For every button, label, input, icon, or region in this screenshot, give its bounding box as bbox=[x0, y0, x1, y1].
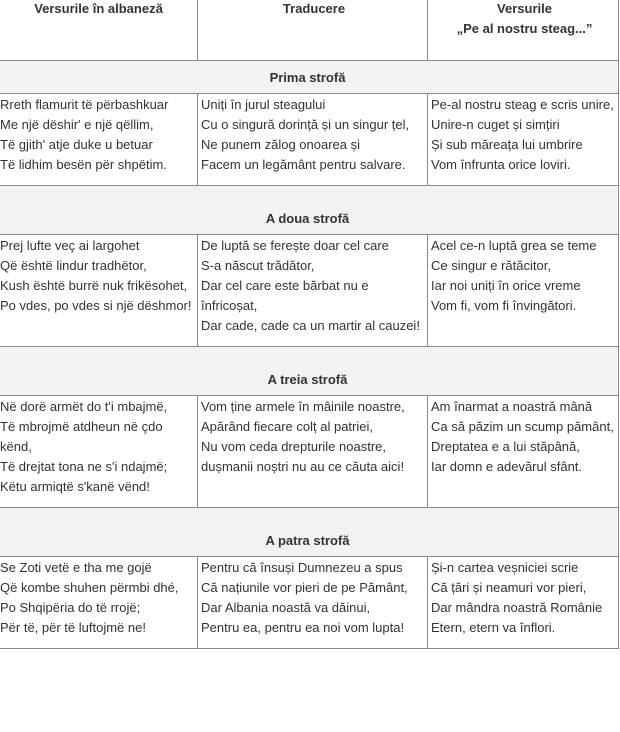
stanza-title: A treia strofă bbox=[0, 363, 619, 396]
verse-cell-romanian bbox=[428, 396, 619, 508]
verse-line: Acel ce-n luptă grea se teme bbox=[431, 238, 597, 253]
stanza-body bbox=[0, 61, 619, 649]
verse-line: Me një dëshir' e një qëllim, bbox=[0, 117, 154, 132]
verse-line: Të drejtat tona ne s'i ndajmë; bbox=[0, 459, 168, 474]
verse-cell-translation bbox=[198, 557, 428, 649]
verse-line: Kush është burrë nuk frikësohet, bbox=[0, 278, 188, 293]
verse-line: Cu o singură dorință și un singur țel, bbox=[201, 117, 410, 132]
verse-line: Iar domn e adevărul sfânt. bbox=[431, 459, 583, 474]
verse-line: Vom fi, vom fi învingători. bbox=[431, 298, 577, 313]
column-header-romanian-line2: „Pe al nostru steag...” bbox=[456, 21, 593, 36]
verse-line: S-a născut trădător, bbox=[201, 258, 315, 273]
stanza-spacer bbox=[0, 347, 619, 364]
verse-line: Pentru ea, pentru ea noi vom lupta! bbox=[201, 620, 405, 635]
verse-line: dușmanii noștri nu au ce căuta aici! bbox=[201, 459, 405, 474]
verse-line: Ne punem zălog onoarea și bbox=[201, 137, 360, 152]
verse-line: Și sub măreața lui umbrire bbox=[431, 137, 583, 152]
verse-line: Në dorë armët do t'i mbajmë, bbox=[0, 399, 168, 414]
column-header-albanian: Versurile în albaneză bbox=[0, 0, 198, 61]
verse-cell-romanian bbox=[428, 94, 619, 186]
verse-line: Dar mândra noastră Românie bbox=[431, 600, 603, 615]
verse-cell-translation bbox=[198, 94, 428, 186]
verse-line: Për të, për të luftojmë ne! bbox=[0, 620, 146, 635]
verse-cell-albanian bbox=[0, 557, 198, 649]
verse-cell-translation bbox=[198, 396, 428, 508]
verse-line: Unire-n cuget și simțiri bbox=[431, 117, 560, 132]
verse-line: Po vdes, po vdes si një dëshmor! bbox=[0, 298, 192, 313]
verse-cell-romanian bbox=[428, 557, 619, 649]
verse-line: Që kombe shuhen përmbi dhé, bbox=[0, 580, 179, 595]
verse-cell-romanian bbox=[428, 235, 619, 347]
verse-line: Dar Albania noastă va dăinui, bbox=[201, 600, 371, 615]
verse-line: Etern, etern va înflori. bbox=[431, 620, 556, 635]
verse-line: Këtu armiqtë s'kanë vënd! bbox=[0, 479, 150, 494]
stanza-title: A doua strofă bbox=[0, 202, 619, 235]
verse-line: Uniți în jurul steagului bbox=[201, 97, 326, 112]
column-header-romanian-line1: Versurile bbox=[497, 1, 552, 16]
stanza-verses-row bbox=[0, 94, 619, 186]
verse-line: Rreth flamurit të përbashkuar bbox=[0, 97, 169, 112]
verse-line: Prej lufte veç ai largohet bbox=[0, 238, 140, 253]
table-header-row bbox=[0, 0, 619, 61]
verse-cell-translation bbox=[198, 235, 428, 347]
verse-line: Të lidhim besën për shpëtim. bbox=[0, 157, 167, 172]
stanza-spacer bbox=[0, 186, 619, 203]
stanza-verses-row bbox=[0, 235, 619, 347]
stanza-title: Prima strofă bbox=[0, 61, 619, 94]
verse-line: Și-n cartea veșniciei scrie bbox=[431, 560, 579, 575]
verse-line: Vom înfrunta orice loviri. bbox=[431, 157, 571, 172]
verse-line: Pe-al nostru steag e scris unire, bbox=[431, 97, 614, 112]
verse-line: De luptă se ferește doar cel care bbox=[201, 238, 389, 253]
verse-line: Că națiunile vor pieri de pe Pământ, bbox=[201, 580, 408, 595]
verse-line: Facem un legământ pentru salvare. bbox=[201, 157, 406, 172]
verse-line: Ca să păzim un scump pământ, bbox=[431, 419, 614, 434]
stanza-title-row bbox=[0, 524, 619, 557]
verse-line: Că țări și neamuri vor pieri, bbox=[431, 580, 587, 595]
stanza-spacer bbox=[0, 508, 619, 525]
verse-cell-albanian bbox=[0, 235, 198, 347]
verse-line: Të gjith' atje duke u betuar bbox=[0, 137, 153, 152]
verse-line: Të mbrojmë atdheun në çdo kënd, bbox=[0, 419, 163, 454]
stanza-title-row bbox=[0, 363, 619, 396]
stanza-title: A patra strofă bbox=[0, 524, 619, 557]
stanza-title-row bbox=[0, 202, 619, 235]
verse-line: Se Zoti vetë e tha me gojë bbox=[0, 560, 152, 575]
verse-line: Dar cel care este bărbat nu e înfricoșat, bbox=[201, 278, 369, 313]
stanza-spacer-cell bbox=[0, 186, 619, 203]
column-header-romanian bbox=[428, 0, 619, 61]
verse-line: Dreptatea e a lui stăpână, bbox=[431, 439, 580, 454]
stanza-spacer-cell bbox=[0, 347, 619, 364]
verse-line: Nu vom ceda drepturile noastre, bbox=[201, 439, 386, 454]
verse-line: Apărând fiecare colț al patriei, bbox=[201, 419, 373, 434]
verse-line: Vom ține armele în mâinile noastre, bbox=[201, 399, 405, 414]
verse-line: Pentru că însuși Dumnezeu a spus bbox=[201, 560, 403, 575]
stanza-spacer-cell bbox=[0, 508, 619, 525]
verse-line: Dar cade, cade ca un martir al cauzei! bbox=[201, 318, 420, 333]
verse-line: Am înarmat a noastră mână bbox=[431, 399, 593, 414]
verse-cell-albanian bbox=[0, 396, 198, 508]
verse-line: Iar noi uniți în orice vreme bbox=[431, 278, 581, 293]
verse-line: Po Shqipëria do të rrojë; bbox=[0, 600, 141, 615]
verse-line: Ce singur e rătăcitor, bbox=[431, 258, 551, 273]
stanza-verses-row bbox=[0, 557, 619, 649]
stanza-title-row bbox=[0, 61, 619, 94]
verse-cell-albanian bbox=[0, 94, 198, 186]
verse-line: Që është lindur tradhëtor, bbox=[0, 258, 147, 273]
column-header-translation: Traducere bbox=[198, 0, 428, 61]
stanza-verses-row bbox=[0, 396, 619, 508]
